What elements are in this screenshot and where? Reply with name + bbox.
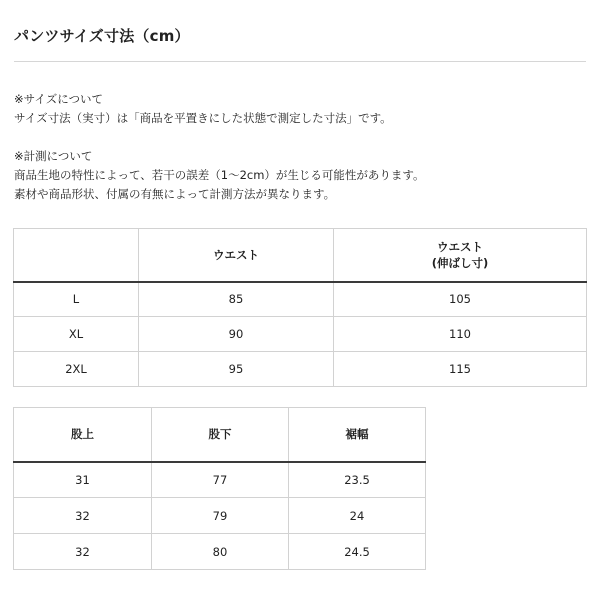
inseam-value: 80 xyxy=(152,534,289,570)
hem-width-value: 23.5 xyxy=(289,462,426,498)
stretched-waist-header-line-2: (伸ばし寸) xyxy=(431,255,489,270)
waist-size-table xyxy=(13,228,587,387)
table-row xyxy=(14,462,426,498)
table-header-row xyxy=(14,408,426,462)
rise-value: 32 xyxy=(14,534,152,570)
rise-column-header: 股上 xyxy=(14,408,152,462)
size-note xyxy=(14,90,586,128)
stretched-waist-value: 110 xyxy=(334,317,587,352)
inseam-value: 77 xyxy=(152,462,289,498)
size-label: 2XL xyxy=(14,352,139,387)
stretched-waist-header-line-1: ウエスト xyxy=(437,239,483,254)
measure-note xyxy=(14,147,586,204)
rise-value: 31 xyxy=(14,462,152,498)
rise-inseam-hem-table xyxy=(13,407,426,570)
inseam-value: 79 xyxy=(152,498,289,534)
stretched-waist-column-header xyxy=(334,229,587,282)
inseam-column-header: 股下 xyxy=(152,408,289,462)
table-row xyxy=(14,534,426,570)
page-title: パンツサイズ寸法（cm） xyxy=(14,27,190,45)
hem-width-column-header: 裾幅 xyxy=(289,408,426,462)
table-row xyxy=(14,498,426,534)
measure-note-heading: ※計測について xyxy=(14,149,93,163)
measure-note-text-1: 商品生地の特性によって、若干の誤差（1～2cm）が生じる可能性があります。 xyxy=(14,168,425,182)
size-label: XL xyxy=(14,317,139,352)
waist-value: 90 xyxy=(139,317,334,352)
waist-value: 95 xyxy=(139,352,334,387)
waist-column-header: ウエスト xyxy=(139,229,334,282)
table-row xyxy=(14,317,587,352)
stretched-waist-value: 105 xyxy=(334,282,587,317)
table-row xyxy=(14,282,587,317)
size-note-heading: ※サイズについて xyxy=(14,92,103,106)
measure-note-text-2: 素材や商品形状、付属の有無によって計測方法が異なります。 xyxy=(14,187,336,201)
hem-width-value: 24.5 xyxy=(289,534,426,570)
table-header-row xyxy=(14,229,587,282)
size-note-text: サイズ寸法（実寸）は「商品を平置きにした状態で測定した寸法」です。 xyxy=(14,111,392,125)
rise-value: 32 xyxy=(14,498,152,534)
size-column-header xyxy=(14,229,139,282)
hem-width-value: 24 xyxy=(289,498,426,534)
title-divider xyxy=(14,61,586,62)
waist-value: 85 xyxy=(139,282,334,317)
size-label: L xyxy=(14,282,139,317)
stretched-waist-value: 115 xyxy=(334,352,587,387)
table-row xyxy=(14,352,587,387)
notes-section xyxy=(14,90,586,223)
